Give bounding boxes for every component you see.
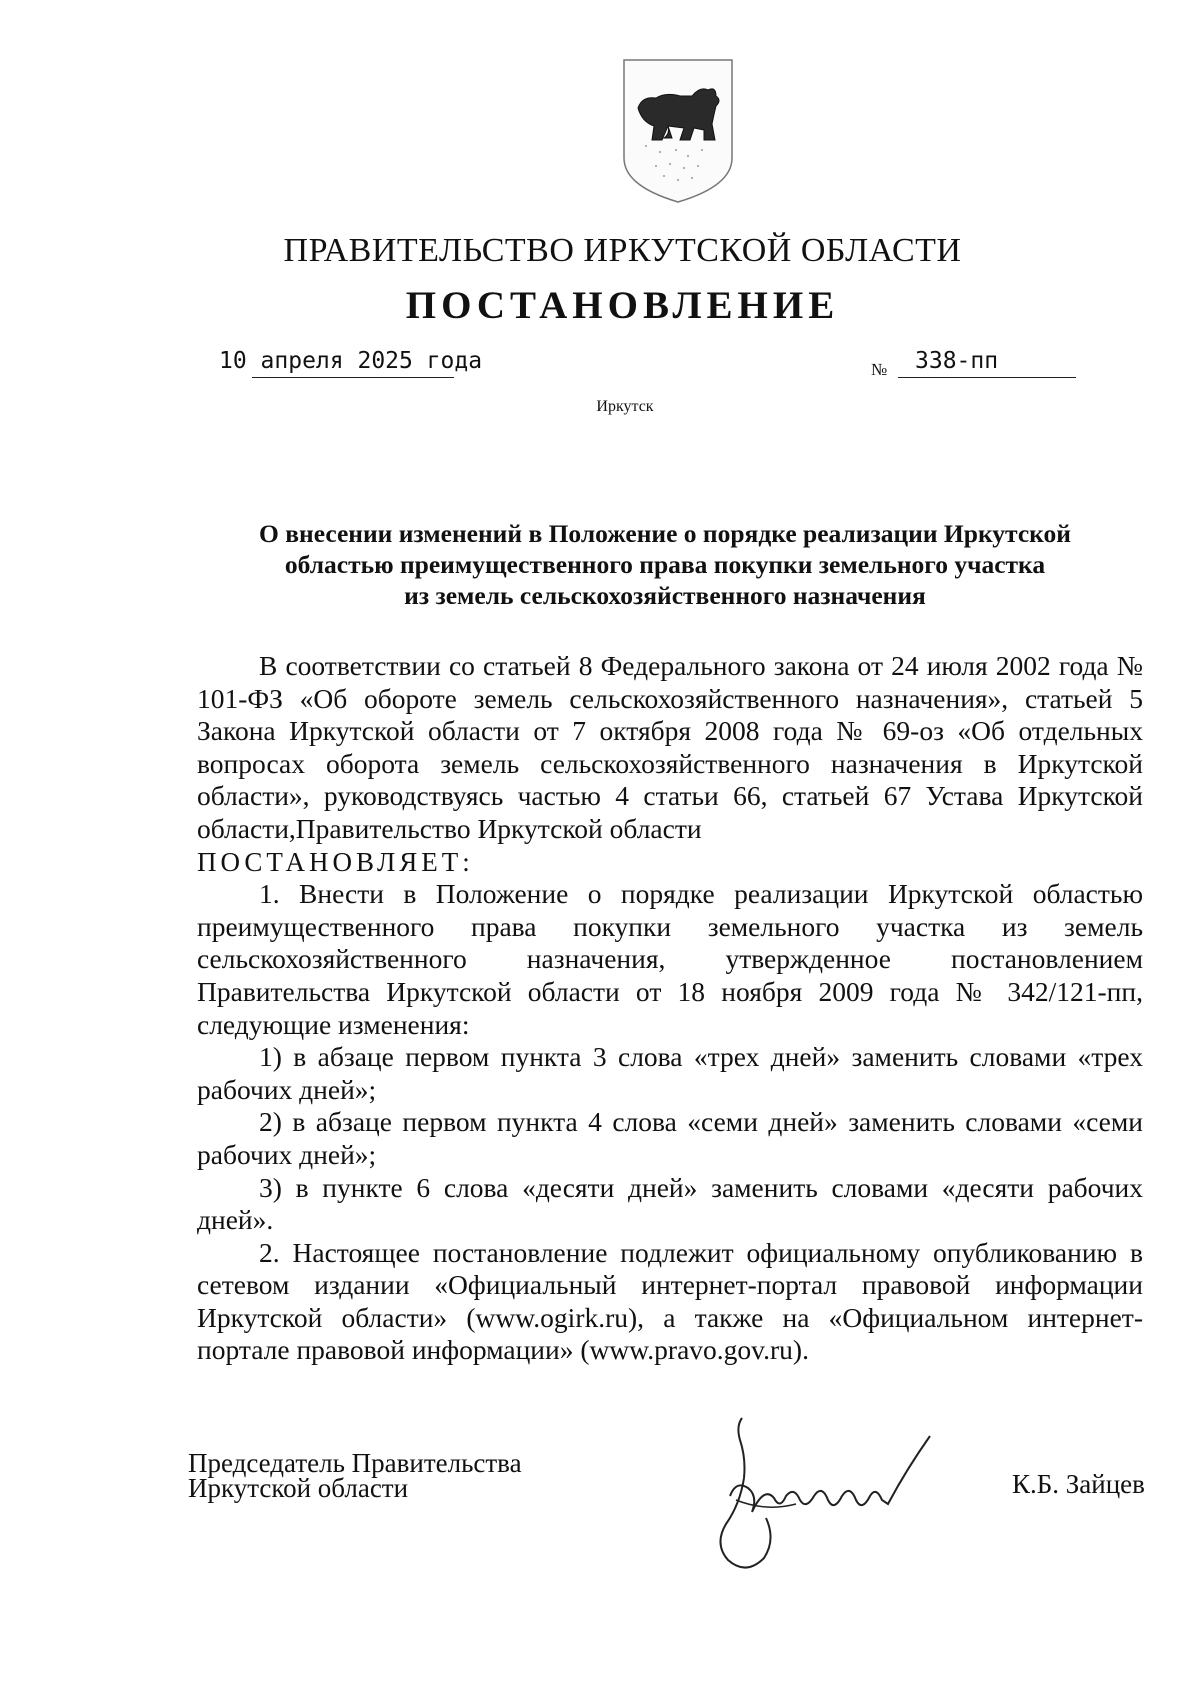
number-underline [898,377,1076,378]
signatory-position [188,1448,522,1503]
organization-title: ПРАВИТЕЛЬСТВО ИРКУТСКОЙ ОБЛАСТИ [283,232,962,269]
subject-line: из земель сельскохозяйственного назначения [404,581,926,610]
item-2-paragraph: 2. Настоящее постановление подлежит официальному опубликованию в сетевом издании «Официальный интернет-портал правовой информации Иркутской области» (www.ogirk.ru), а также на «Официальном интернет-портале правовой информации» (www.pravo.gov.ru). [197,1236,1143,1366]
position-line: Председатель Правительства [188,1448,522,1478]
document-body [197,650,1143,1367]
signer-name: К.Б. Зайцев [1012,1469,1145,1499]
subject-line: областью преимущественного права покупки земельного участка [284,550,1046,579]
position-line: Иркутской области [188,1473,409,1503]
item-1-subitem-1: 1) в абзаце первом пункта 3 слова «трех дней» заменить словами «трех рабочих дней»; [197,1041,1143,1105]
item-1-subitem-3: 3) в пункте 6 слова «десяти дней» заменить словами «десяти рабочих дней». [197,1171,1143,1236]
city-label: Иркутск [596,398,654,415]
document-number: 338-пп [915,348,999,374]
document-date: 10 апреля 2025 года [219,348,483,374]
number-sign: № [871,360,888,379]
document-type-title: ПОСТАНОВЛЕНИЕ [405,284,840,327]
date-underline [252,377,454,378]
preamble-paragraph: В соответствии со статьей 8 Федерального закона от 24 июля 2002 года № 101-ФЗ «Об обороте земель сельскохозяйственного назначения», статьей 5 Закона Иркутской области от 7 октября 2008 года № 69-оз «Об отдельных вопросах оборота земель сельскохозяйственного назначения в Иркутской области», руководствуясь частью 4 статьи 66, статьей 67 Устава Иркутской области,Правительство Иркутской области [197,650,1143,844]
subject-line: О внесении изменений в Положение о порядке реализации Иркутской [259,519,1071,548]
item-1-paragraph: 1. Внести в Положение о порядке реализации Иркутской областью преимущественного права покупки земельного участка из земель сельскохозяйственного назначения, утвержденное постановлением Правительства Иркутской области от 18 ноября 2009 года № 342/121-пп, следующие изменения: [197,878,1143,1040]
coat-of-arms-emblem [618,56,738,206]
item-1-subitem-2: 2) в абзаце первом пункта 4 слова «семи дней» заменить словами «семи рабочих дней»; [197,1106,1143,1170]
decree-word: ПОСТАНОВЛЯЕТ: [197,846,474,877]
document-subject [200,518,1130,611]
handwritten-signature [706,1400,956,1610]
